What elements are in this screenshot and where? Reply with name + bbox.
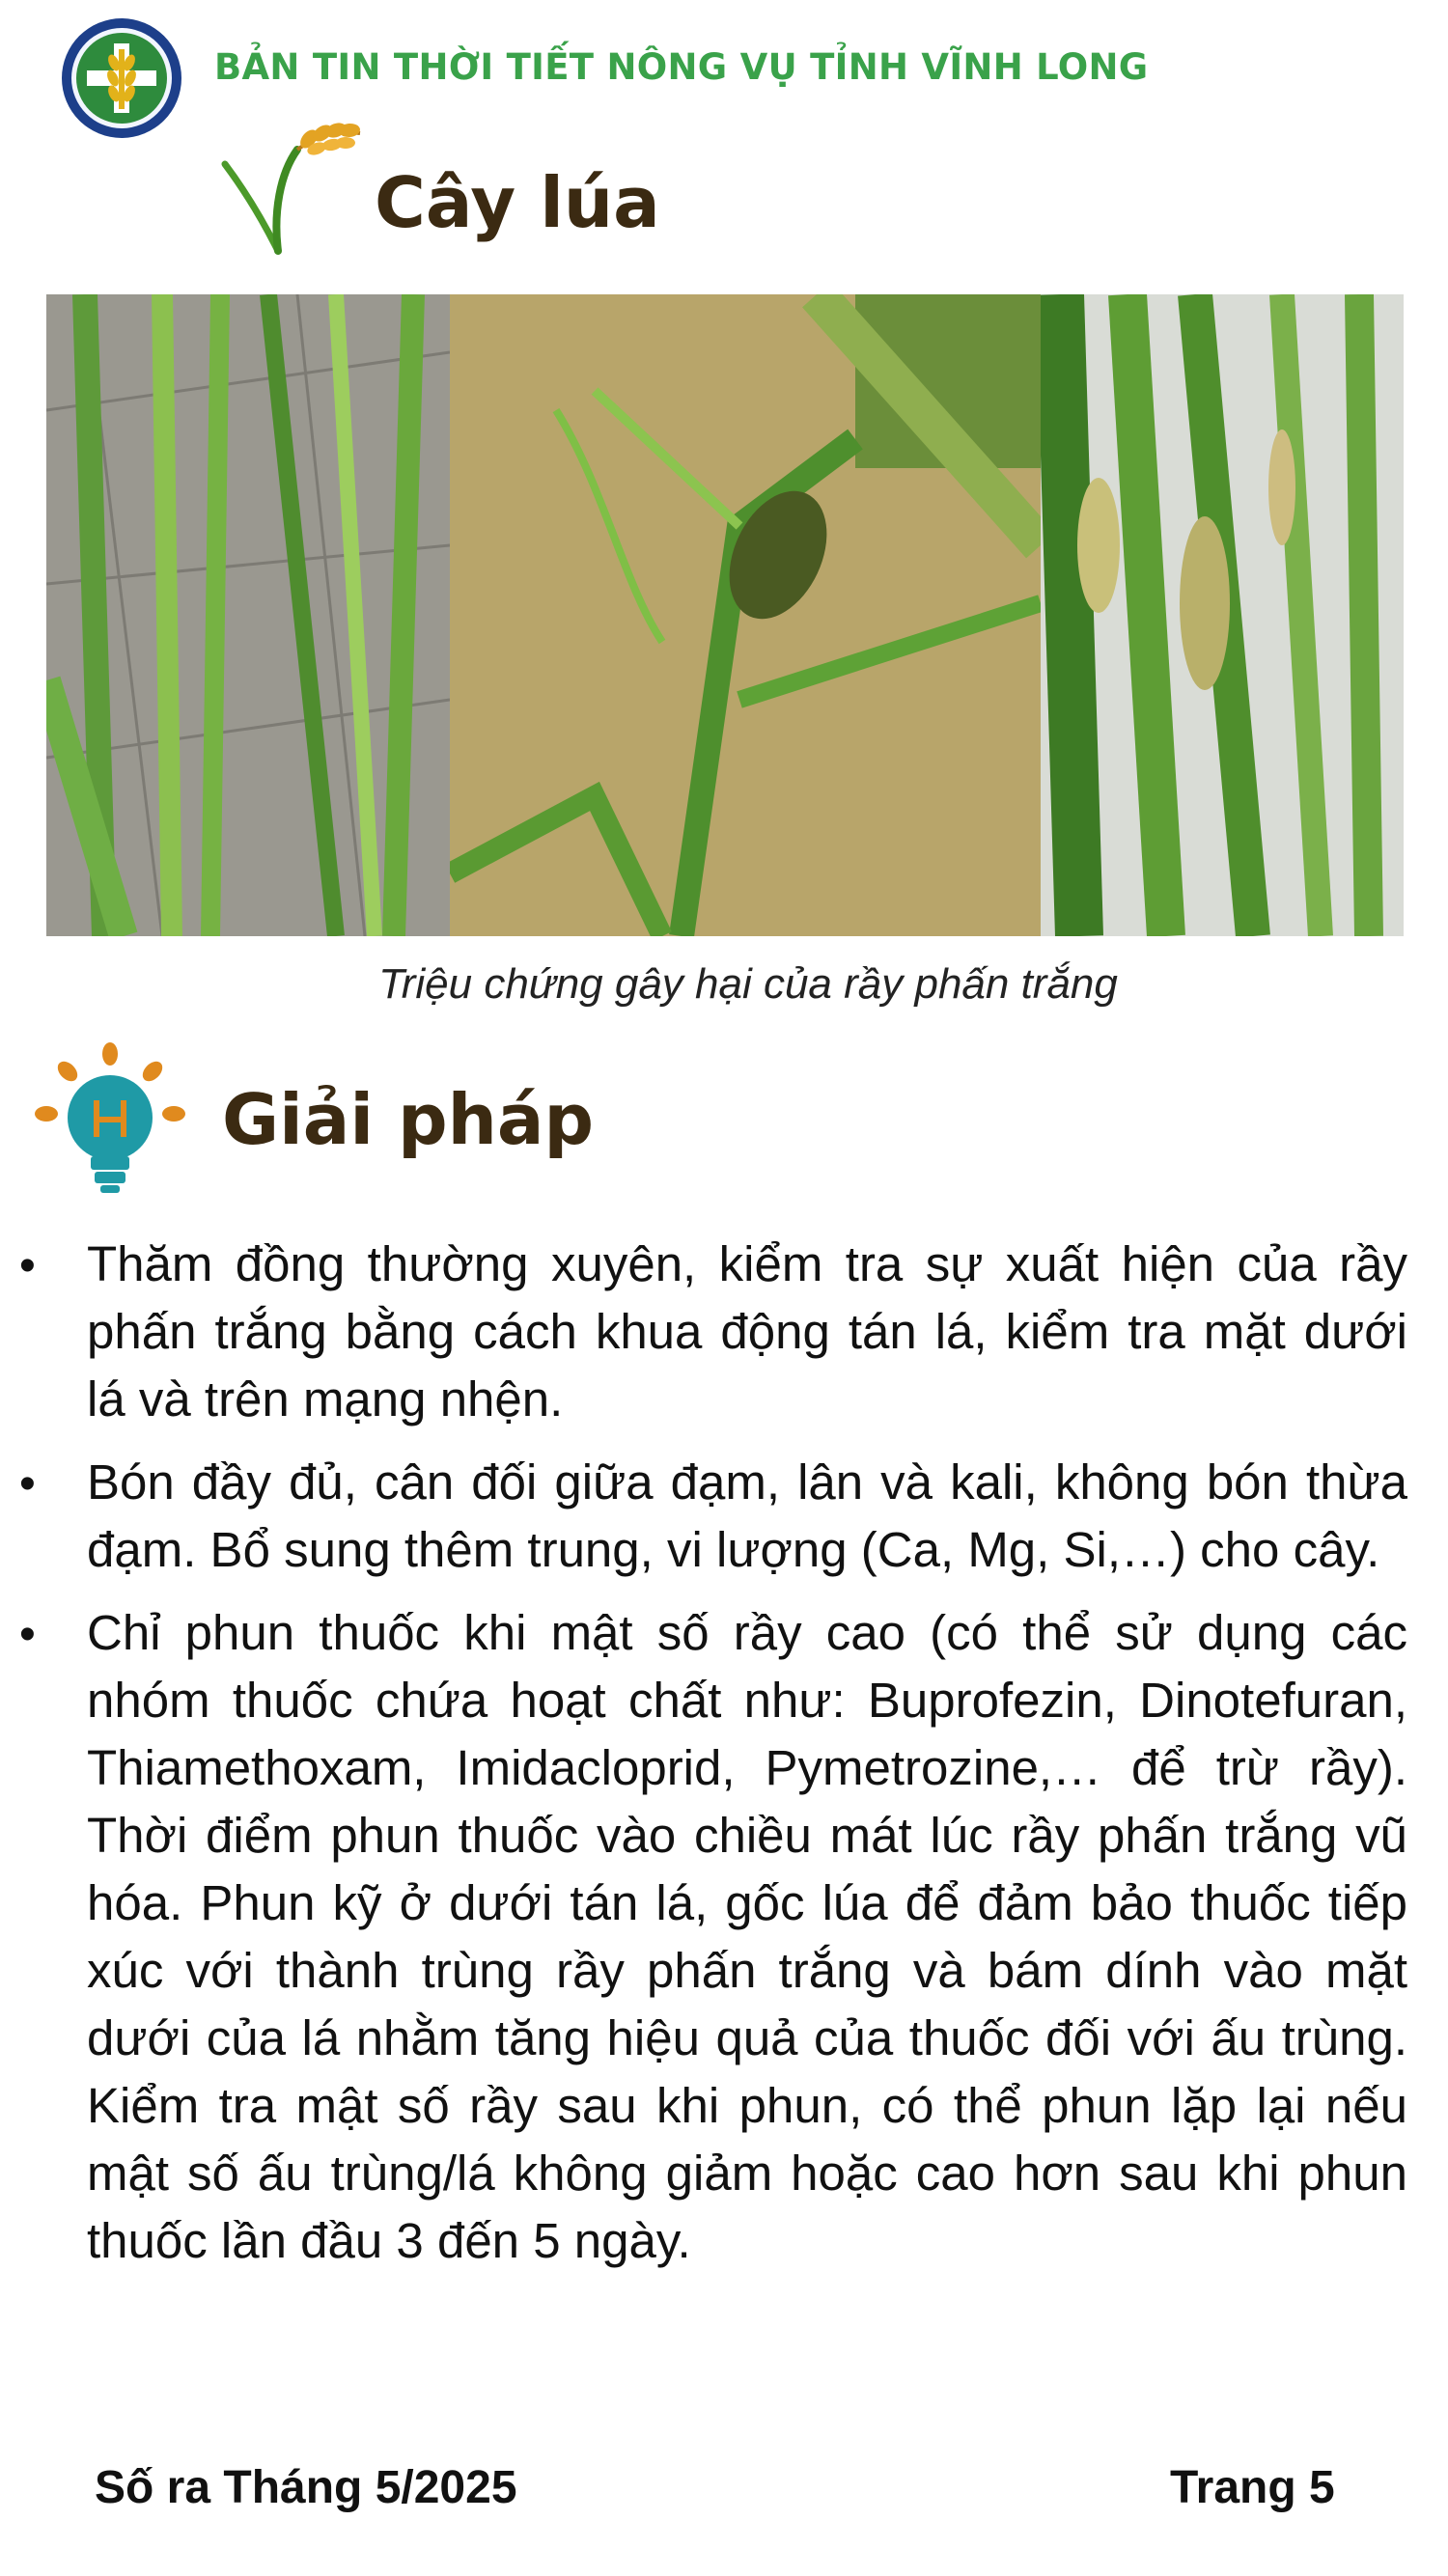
list-item-text: Bón đầy đủ, cân đối giữa đạm, lân và kali, không bón thừa đạm. Bổ sung thêm trung, vi lượng (Ca, Mg, Si,…) cho cây. [87, 1454, 1407, 1577]
symptom-photo-2 [450, 294, 1041, 936]
bullet-icon: • [19, 1240, 36, 1291]
section-heading-solution: Giải pháp [222, 1079, 595, 1160]
list-item [0, 1599, 1448, 2275]
rice-plant-icon [220, 106, 365, 256]
list-item-text: Thăm đồng thường xuyên, kiểm tra sự xuất hiện của rầy phấn trắng bằng cách khua động tán lá, kiểm tra mặt dưới lá và trên mạng nhện. [87, 1236, 1407, 1426]
symptom-photo-3 [1041, 294, 1404, 936]
list-item [0, 1231, 1448, 1433]
bullet-icon: • [19, 1458, 36, 1510]
agriculture-emblem-icon [60, 16, 183, 140]
symptom-photo-1 [46, 294, 450, 936]
issue-date: Số ra Tháng 5/2025 [95, 2462, 517, 2513]
page-number: Trang 5 [1170, 2462, 1335, 2513]
photo-caption: Triệu chứng gây hại của rầy phấn trắng [378, 960, 1118, 1008]
bulletin-title: BẢN TIN THỜI TIẾT NÔNG VỤ TỈNH VĨNH LONG [214, 46, 1149, 88]
list-item-text: Chỉ phun thuốc khi mật số rầy cao (có thể sử dụng các nhóm thuốc chứa hoạt chất như: Buprofezin, Dinotefuran, Thiamethoxam, Imidacloprid, Pymetrozine,… để trừ rầy). Thời điểm phun thuốc vào chiều mát lúc rầy phấn trắng vũ hóa. Phun kỹ ở dưới tán lá, gốc lúa để đảm bảo thuốc tiếp xúc với thành trùng rầy phấn trắng và bám dính vào mặt dưới của lá nhằm tăng hiệu quả của thuốc đối với ấu trùng. Kiểm tra mật số rầy sau khi phun, có thể phun lặp lại nếu mật số ấu trùng/lá không giảm hoặc cao hơn sau khi phun thuốc lần đầu 3 đến 5 ngày. [87, 1605, 1407, 2268]
list-item [0, 1449, 1448, 1584]
section-heading-rice: Cây lúa [375, 162, 660, 243]
lightbulb-icon [33, 1042, 187, 1197]
symptom-photo-strip [46, 294, 1404, 936]
solution-list [0, 1231, 1448, 2290]
bullet-icon: • [19, 1609, 36, 1660]
